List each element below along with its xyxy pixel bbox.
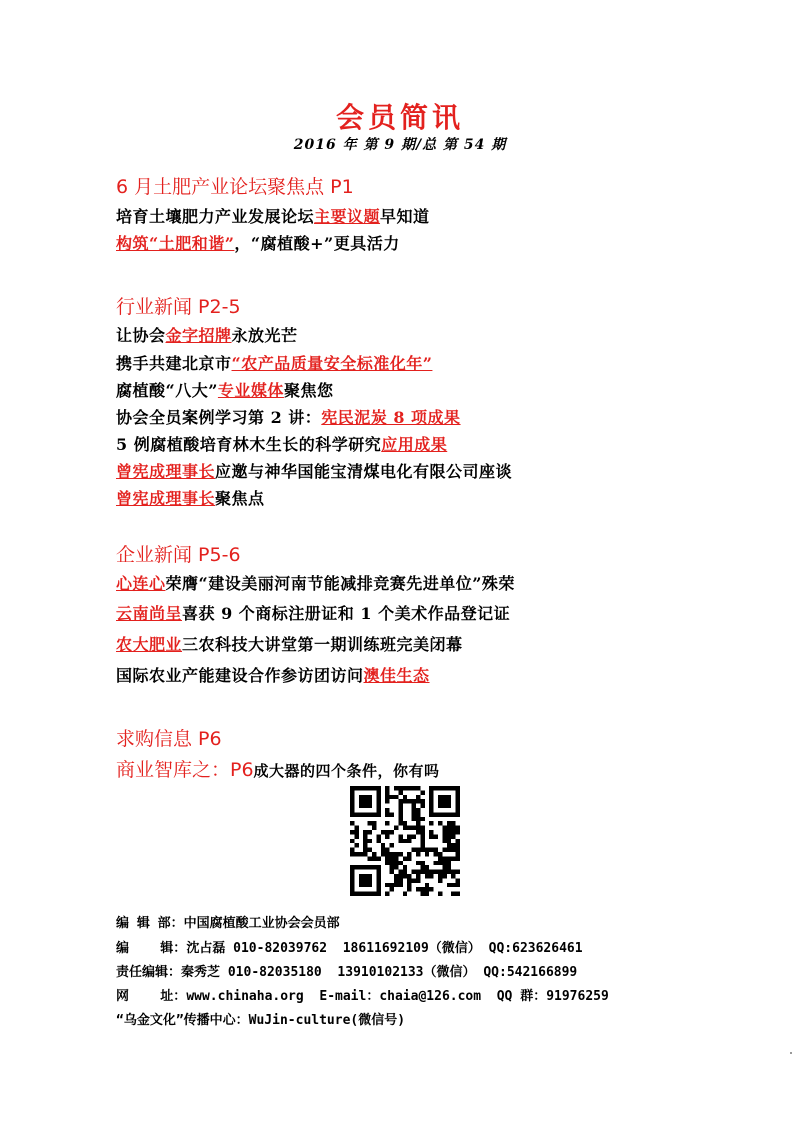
line-text: 早知道 — [380, 207, 430, 226]
line-text: 携手共建北京市 — [116, 354, 232, 373]
highlight-link[interactable]: 心连心 — [116, 574, 166, 593]
line-text: 永放光芒 — [231, 326, 298, 345]
section-title-industry-news: 行业新闻 P2-5 — [116, 296, 241, 318]
section-title-enterprise-news: 企业新闻 P5-6 — [116, 544, 241, 566]
line-text: 三农科技大讲堂第一期训练班完美闭幕 — [182, 635, 463, 654]
line-text: 荣膺“建设美丽河南节能减排竞赛先进单位”殊荣 — [165, 574, 515, 593]
line-text: 腐植酸“八大” — [116, 381, 218, 400]
line-text: ，“腐植酸+”更具活力 — [234, 234, 400, 253]
highlight-link[interactable]: 应用成果 — [381, 435, 448, 454]
line-text: 喜获 9 个商标注册证和 1 个美术作品登记证 — [182, 604, 511, 623]
line-text: 聚焦您 — [283, 381, 334, 400]
section-2-line-4 — [116, 405, 461, 428]
page-title: 会员简讯 — [335, 101, 464, 134]
section-1-line-1 — [116, 204, 430, 227]
footer-chief-editor: 责任编辑：秦秀芝 010-82035180 13910102133（微信） QQ:542166899 — [116, 965, 578, 980]
corner-mark — [790, 1052, 792, 1054]
qr-code-icon — [350, 786, 460, 896]
section-3-line-1 — [116, 571, 515, 594]
section-3-line-3 — [116, 632, 463, 655]
line-text: 聚焦点 — [215, 489, 265, 508]
highlight-link[interactable]: 农大肥业 — [116, 635, 183, 654]
highlight-link[interactable]: 曾宪成理事长 — [116, 489, 216, 508]
section-3-line-4 — [116, 663, 430, 686]
highlight-link[interactable]: 主要议题 — [314, 207, 381, 226]
highlight-link[interactable]: 专业媒体 — [217, 381, 284, 400]
section-title-forum: 6 月土肥产业论坛聚焦点 P1 — [116, 176, 354, 198]
section-2-line-6 — [116, 459, 512, 482]
highlight-link[interactable]: 构筑“土肥和谐” — [116, 234, 235, 253]
highlight-link[interactable]: 云南尚呈 — [116, 604, 183, 623]
section-2-line-2 — [116, 351, 432, 374]
line-text: 5 例腐植酸培育林木生长的科学研究 — [116, 435, 382, 454]
line-text: 协会全员案例学习第 2 讲： — [116, 408, 322, 427]
footer-editor: 编 辑：沈占磊 010-82039762 18611692109（微信） QQ:623626461 — [116, 941, 583, 956]
section-3-line-2 — [116, 601, 510, 624]
section-2-line-3 — [116, 378, 333, 401]
line-text: 应邀与神华国能宝清煤电化有限公司座谈 — [215, 462, 513, 481]
highlight-link[interactable]: 金字招牌 — [165, 326, 232, 345]
line-text: 国际农业产能建设合作参访团访问 — [116, 666, 364, 685]
section-2-line-7 — [116, 486, 265, 509]
section-title-purchase: 求购信息 P6 — [116, 728, 222, 750]
think-tank-text: 成大器的四个条件，你有吗 — [253, 762, 440, 780]
section-1-line-2 — [116, 231, 400, 254]
section-2-line-1 — [116, 323, 298, 346]
think-tank-label: 商业智库之：P6 — [116, 759, 254, 781]
section-2-line-5 — [116, 432, 447, 455]
think-tank-row — [116, 755, 440, 782]
highlight-link[interactable]: “农产品质量安全标准化年” — [231, 354, 433, 373]
website-link[interactable]: www.chinaha.org E-mail：chaia@126.com QQ 群：91976259 — [186, 989, 609, 1004]
line-text: 培育土壤肥力产业发展论坛 — [116, 207, 315, 226]
highlight-link[interactable]: 曾宪成理事长 — [116, 462, 216, 481]
issue-number: 2016 年 第 9 期/总 第 54 期 — [293, 137, 507, 153]
highlight-link[interactable]: 澳佳生态 — [363, 666, 430, 685]
line-text: 让协会 — [116, 326, 166, 345]
footer-editor-dept: 编 辑 部：中国腐植酸工业协会会员部 — [116, 916, 340, 931]
footer-website: 网 址：www.chinaha.org E-mail：chaia@126.com QQ 群：91976259 — [116, 989, 609, 1004]
highlight-link[interactable]: 宪民泥炭 8 项成果 — [321, 408, 461, 427]
footer-wechat: “乌金文化”传播中心：WuJin-culture(微信号) — [116, 1013, 406, 1028]
